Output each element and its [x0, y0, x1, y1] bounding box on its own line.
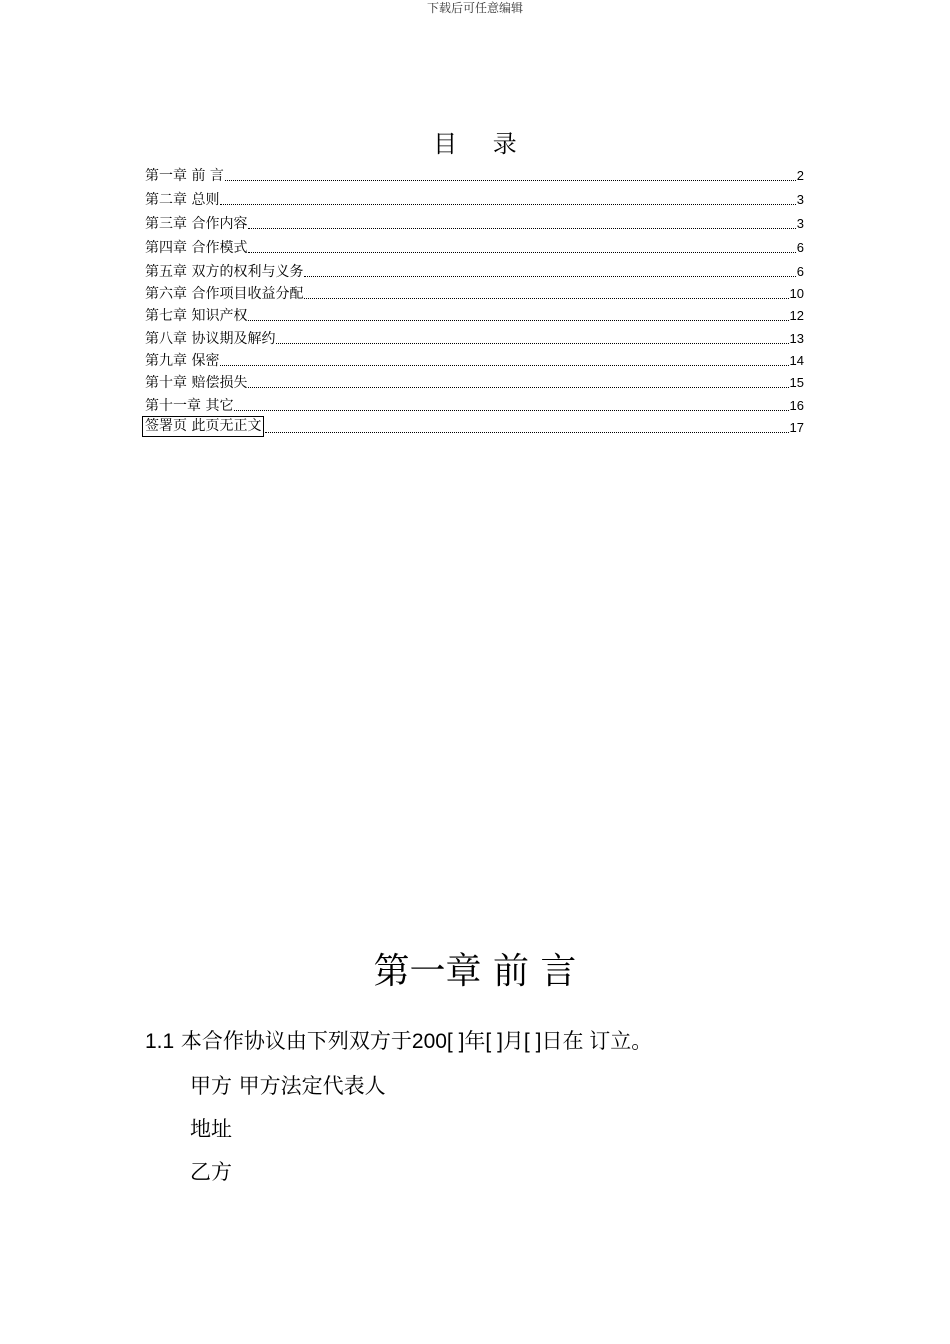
toc-entry[interactable]: [145, 283, 804, 303]
toc-entry-label: 第六章 合作项目收益分配: [145, 286, 304, 302]
toc-entry[interactable]: [145, 328, 804, 348]
toc-leader: [248, 252, 795, 253]
paragraph-number: 1.1: [145, 1030, 175, 1053]
toc-entry-page: 6: [796, 264, 804, 279]
toc-entry[interactable]: [145, 189, 804, 209]
toc-entry[interactable]: [145, 165, 804, 185]
toc-leader: [248, 320, 788, 321]
toc-entry-label: 第十一章 其它: [145, 398, 234, 414]
toc-entry[interactable]: [145, 417, 804, 437]
toc-entry-label: 签署页 此页无正文: [142, 416, 264, 437]
toc-entry-label: 第四章 合作模式: [145, 240, 248, 256]
toc-entry-page: 13: [789, 331, 804, 346]
toc-entry-label: 第三章 合作内容: [145, 216, 248, 232]
toc-entry-page: 14: [789, 353, 804, 368]
toc-entry-label: 第八章 协议期及解约: [145, 331, 276, 347]
toc-entry-label: 第七章 知识产权: [145, 308, 248, 324]
toc-entry-page: 10: [789, 286, 804, 301]
toc-entry-page: 3: [796, 216, 804, 231]
toc-leader: [234, 410, 788, 411]
toc-entry[interactable]: [145, 305, 804, 325]
toc-entry-page: 16: [789, 398, 804, 413]
chapter-title: 第一章 前 言: [373, 951, 577, 992]
toc-leader: [304, 298, 788, 299]
toc-leader: [304, 276, 795, 277]
paragraph-date: 200[ ]年[ ]月[ ]日在 订立。: [411, 1030, 653, 1053]
party-b-line: 乙方: [190, 1160, 232, 1184]
paragraph-1-1: [145, 1027, 652, 1056]
toc-entry-page: 17: [789, 420, 804, 435]
toc-entry[interactable]: [145, 237, 804, 257]
party-a-line: 甲方 甲方法定代表人: [190, 1074, 386, 1098]
toc-leader: [276, 343, 788, 344]
toc-title: 目 录: [433, 130, 531, 158]
toc-entry-page: 6: [796, 240, 804, 255]
toc-entry-label: 第十章 赔偿损失: [145, 375, 248, 391]
toc-leader: [248, 387, 788, 388]
toc-entry-label: 第二章 总则: [145, 192, 220, 208]
toc-leader: [225, 180, 796, 181]
toc-entry-page: 12: [789, 308, 804, 323]
toc-leader: [220, 365, 788, 366]
address-line: 地址: [190, 1117, 232, 1141]
page-header: 下载后可任意编辑: [426, 1, 523, 15]
toc-entry[interactable]: [145, 372, 804, 392]
toc-entry[interactable]: [145, 213, 804, 233]
toc-entry[interactable]: [145, 261, 804, 281]
toc-leader: [248, 228, 795, 229]
toc-entry-label: 第九章 保密: [145, 353, 220, 369]
toc-entry[interactable]: [145, 350, 804, 370]
toc-entry-page: 15: [789, 375, 804, 390]
toc-leader: [265, 432, 788, 433]
toc-entry[interactable]: [145, 395, 804, 415]
toc-entry-label: 第五章 双方的权利与义务: [145, 264, 304, 280]
toc-leader: [220, 204, 795, 205]
toc-entry-page: 3: [796, 192, 804, 207]
toc-entry-page: 2: [796, 168, 804, 183]
paragraph-text: 本合作协议由下列双方于: [180, 1029, 412, 1053]
toc-entry-label: 第一章 前 言: [145, 168, 224, 184]
